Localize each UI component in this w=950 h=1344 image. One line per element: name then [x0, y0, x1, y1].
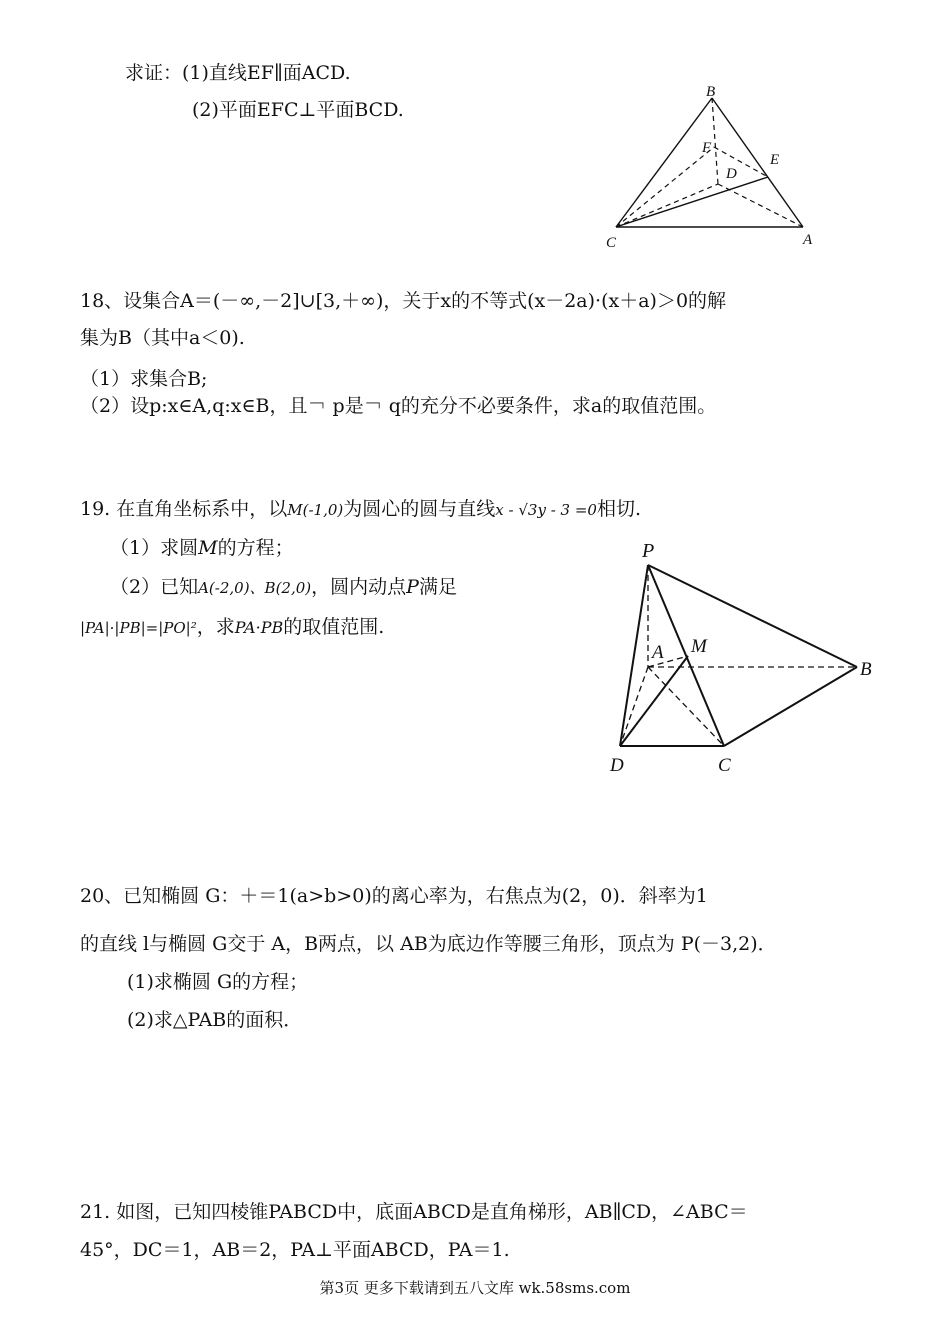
q17-prove-line: [125, 60, 351, 86]
label-b: B: [860, 659, 872, 680]
edge-bc: [616, 98, 712, 227]
edge-dm: [620, 656, 688, 746]
q19-condition-tail-b: 的取值范围.: [283, 616, 385, 638]
label-m: M: [691, 636, 707, 657]
label-d: D: [610, 755, 624, 776]
q19-part2-a: （2）已知: [110, 576, 199, 598]
label-c: C: [718, 755, 731, 776]
q19-part1-a: （1）求圆: [110, 537, 199, 559]
edge-ac: [648, 667, 724, 746]
label-p: P: [642, 540, 655, 562]
q19-stem-a: 在直角坐标系中，以: [116, 498, 288, 520]
q19-point-m: M(-1,0): [287, 501, 344, 519]
label-e: E: [770, 152, 780, 168]
q17-prove-label: 求证：: [125, 62, 183, 84]
label-d: D: [726, 166, 737, 182]
label-b: B: [706, 84, 716, 100]
edge-pb: [648, 565, 857, 667]
q21-line1: 21. 如图，已知四棱锥PABCD中，底面ABCD是直角梯形，AB∥CD，∠ABC＝: [80, 1201, 748, 1223]
label-a: A: [803, 232, 813, 248]
edge-ce: [616, 177, 768, 227]
q19-part1: [110, 535, 294, 561]
edge-ad: [620, 667, 648, 746]
edge-ba: [712, 98, 803, 227]
q19-stem-c: 相切.: [596, 498, 642, 520]
q19-condition-formula: |PA|·|PB|=|PO|²: [80, 619, 197, 637]
q21-line2: 45°，DC＝1，AB＝2，PA⊥平面ABCD，PA＝1.: [80, 1239, 510, 1261]
q19-part2: [110, 574, 457, 601]
q18-line1: 18、设集合A＝(－∞,－2]∪[3,＋∞)，关于x的不等式(x－2a)·(x＋a)＞0的解: [80, 290, 727, 312]
q17-part1: (1)直线EF∥面ACD.: [182, 62, 351, 84]
q19-part2-b: ，圆内动点: [311, 576, 407, 598]
q19-part1-m: M: [198, 537, 218, 559]
q19-pyramid-figure: [600, 535, 890, 780]
q18-part1: （1）求集合B;: [80, 368, 208, 390]
edge-da: [718, 184, 803, 227]
q19-part2-c: 满足: [418, 576, 457, 598]
q18-line2: 集为B（其中a＜0).: [80, 327, 245, 349]
q19-part2-p: P: [406, 576, 419, 598]
edge-cb: [724, 667, 857, 746]
q17-tetrahedron-figure: [600, 80, 830, 260]
edge-fe: [714, 147, 768, 177]
q20-part1: (1)求椭圆 G的方程；: [127, 971, 309, 993]
q19-dot-product: PA·PB: [234, 618, 284, 637]
q19-condition-tail-a: ，求: [196, 616, 235, 638]
page-footer: 第3页 更多下载请到五八文库 wk.58sms.com: [319, 1279, 631, 1297]
q20-line2: 的直线 l与椭圆 G交于 A，B两点，以 AB为底边作等腰三角形，顶点为 P(－3,2)．: [80, 933, 777, 955]
label-c: C: [606, 235, 617, 251]
edge-pd: [620, 565, 648, 746]
q19-condition: [80, 614, 384, 641]
q20-line1: 20、已知椭圆 G：＋＝1(a>b>0)的离心率为，右焦点为(2，0)．斜率为1: [80, 885, 708, 907]
label-a: A: [652, 642, 664, 663]
edge-bd: [712, 98, 718, 184]
q20-part2: (2)求△PAB的面积．: [127, 1009, 303, 1031]
edge-cf: [616, 147, 714, 227]
label-f: F: [702, 140, 712, 156]
q19-part2-points: A(-2,0)、B(2,0): [198, 579, 312, 597]
q19-number: 19.: [80, 498, 111, 520]
q18-part2: （2）设p:x∈A,q:x∈B，且￢ p是￢ q的充分不必要条件，求a的取值范围。: [80, 395, 717, 417]
q17-part2: (2)平面EFC⊥平面BCD.: [192, 99, 404, 121]
q19-part1-b: 的方程；: [217, 537, 294, 559]
q19-stem: [80, 496, 641, 523]
q19-stem-b: 为圆心的圆与直线: [343, 498, 496, 520]
q19-line-equation: x - √3y - 3 =0: [495, 501, 597, 519]
